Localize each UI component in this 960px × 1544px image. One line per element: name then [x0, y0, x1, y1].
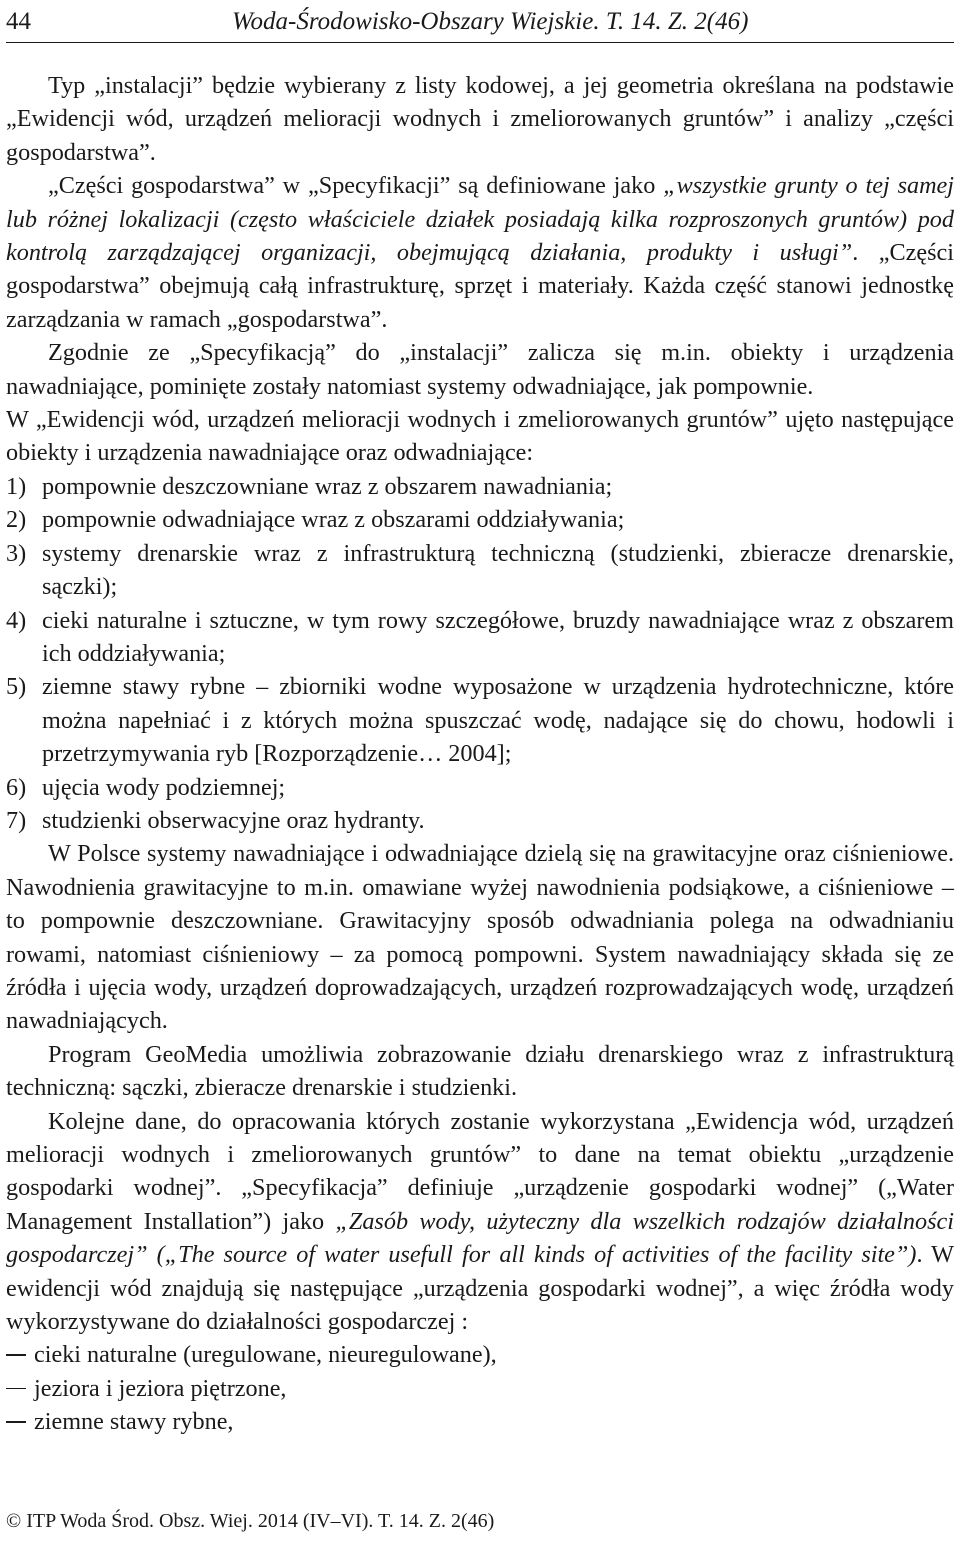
paragraph-6: Program GeoMedia umożliwia zobrazowanie działu drenarskiego wraz z infrastrukturą techniczną: sączki, zbieracze drenarskie i studzienki.	[6, 1040, 954, 1102]
dash-list	[6, 1338, 954, 1438]
paragraph-2-text-c: . „Części gospodarstwa” obejmują całą infrastrukturę, sprzęt i materiały. Każda część stanowi jednostkę zarządzania w ramach „gospodarstwa”.	[6, 239, 954, 333]
list-number: 4)	[6, 606, 27, 634]
paragraph-7	[6, 1105, 954, 1339]
dash-bullet-icon	[6, 1388, 26, 1390]
list-item	[6, 771, 954, 804]
dash-list-text: ziemne stawy rybne,	[34, 1408, 234, 1436]
list-item	[6, 537, 954, 604]
list-number: 7)	[6, 806, 27, 834]
list-number: 1)	[6, 472, 27, 500]
dash-list-text: cieki naturalne (uregulowane, nieuregulowane),	[34, 1341, 497, 1369]
list-text: studzienki obserwacyjne oraz hydranty.	[42, 806, 425, 834]
list-text: ujęcia wody podziemnej;	[42, 773, 286, 801]
paragraph-2-text-a: „Części gospodarstwa” w „Specyfikacji” są definiowane jako	[48, 172, 664, 200]
paragraph-4: W „Ewidencji wód, urządzeń melioracji wodnych i zmeliorowanych gruntów” ujęto następujące obiekty i urządzenia nawadniające oraz odwadniające:	[6, 406, 954, 467]
paragraph-3: Zgodnie ze „Specyfikacją” do „instalacji” zalicza się m.in. obiekty i urządzenia nawadniające, pominięte zostały natomiast systemy odwadniające, jak pompownie.	[6, 339, 954, 400]
paragraph-2	[6, 169, 954, 336]
list-item	[6, 604, 954, 671]
list-item	[6, 503, 954, 536]
paragraph-5: W Polsce systemy nawadniające i odwadniające dzielą się na grawitacyjne oraz ciśnieniowe. Nawodnienia grawitacyjne to m.in. omawiane wyżej nawodnienia podsiąkowe, a ciśnieniowe – to pompownie deszczowniane. Grawitacyjny sposób odwadniania polega na odwadnianiu rowami, natomiast ciśnieniowy – za pomocą pompowni. System nawadniający składa się ze źródła i ujęcia wody, urządzeń doprowadzających, urządzeń rozprowadzających wodę, urządzeń nawadniających.	[6, 840, 954, 1035]
page-footer: © ITP Woda Środ. Obsz. Wiej. 2014 (IV–VI). T. 14. Z. 2(46)	[6, 1510, 495, 1532]
list-text: pompownie deszczowniane wraz z obszarem nawadniania;	[42, 472, 613, 500]
list-item	[6, 470, 954, 503]
list-number: 5)	[6, 673, 27, 701]
list-text: systemy drenarskie wraz z infrastrukturą techniczną (studzienki, zbieracze drenarskie, sączki);	[42, 539, 954, 601]
dash-bullet-icon	[6, 1421, 26, 1423]
numbered-list	[6, 470, 954, 837]
page-body	[6, 69, 954, 1439]
dash-bullet-icon	[6, 1354, 26, 1356]
list-number: 6)	[6, 773, 27, 801]
list-text: ziemne stawy rybne – zbiorniki wodne wyposażone w urządzenia hydrotechniczne, które można napełniać i z których można spuszczać wodę, nadające się do chowu, hodowli i przetrzymywania ryb [Rozporządzenie… 2004];	[42, 673, 954, 768]
paragraph-7-text-c: . W ewidencji wód znajdują się następujące „urządzenia gospodarki wodnej”, a więc źródła wody wykorzystywane do działalności gospodarczej :	[6, 1241, 954, 1336]
paragraph-2-definition: „wszystkie grunty o tej samej lub różnej lokalizacji (często właściciele działek posiadają kilka rozproszonych gruntów) pod kontrolą zarządzającej organizacji, obejmującą działania, produkty i usługi”	[6, 172, 954, 267]
list-item	[6, 670, 954, 770]
list-item	[6, 804, 954, 837]
dash-list-item	[6, 1338, 954, 1371]
dash-list-item	[6, 1405, 954, 1438]
list-text: pompownie odwadniające wraz z obszarami oddziaływania;	[42, 506, 625, 534]
dash-list-item	[6, 1372, 954, 1405]
page-number: 44	[6, 8, 31, 35]
paragraph-7-text-a: Kolejne dane, do opracowania których zostanie wykorzystana „Ewidencja wód, urządzeń melioracji wodnych i zmeliorowanych gruntów” to dane na temat obiektu „urządzenie gospodarki wodnej”. „Specyfikacja” definiuje „urządzenie gospodarki wodnej” („Water Management Installation”) jako	[6, 1107, 954, 1235]
paragraph-1: Typ „instalacji” będzie wybierany z listy kodowej, a jej geometria określana na podstawie „Ewidencji wód, urządzeń melioracji wodnych i zmeliorowanych gruntów” i analizy „części gospodarstwa”.	[6, 72, 954, 166]
list-number: 2)	[6, 506, 27, 534]
list-number: 3)	[6, 539, 27, 567]
dash-list-text: jeziora i jeziora piętrzone,	[34, 1374, 287, 1402]
paragraph-7-definition: „Zasób wody, użyteczny dla wszelkich rodzajów działalności gospodarczej” („The source of water usefull for all kinds of activities of the facility site”)	[6, 1207, 954, 1269]
page-header	[6, 2, 954, 43]
list-text: cieki naturalne i sztuczne, w tym rowy szczegółowe, bruzdy nawadniające wraz z obszarem ich oddziaływania;	[42, 606, 954, 667]
running-title: Woda-Środowisko-Obszary Wiejskie. T. 14. Z. 2(46)	[232, 8, 749, 35]
